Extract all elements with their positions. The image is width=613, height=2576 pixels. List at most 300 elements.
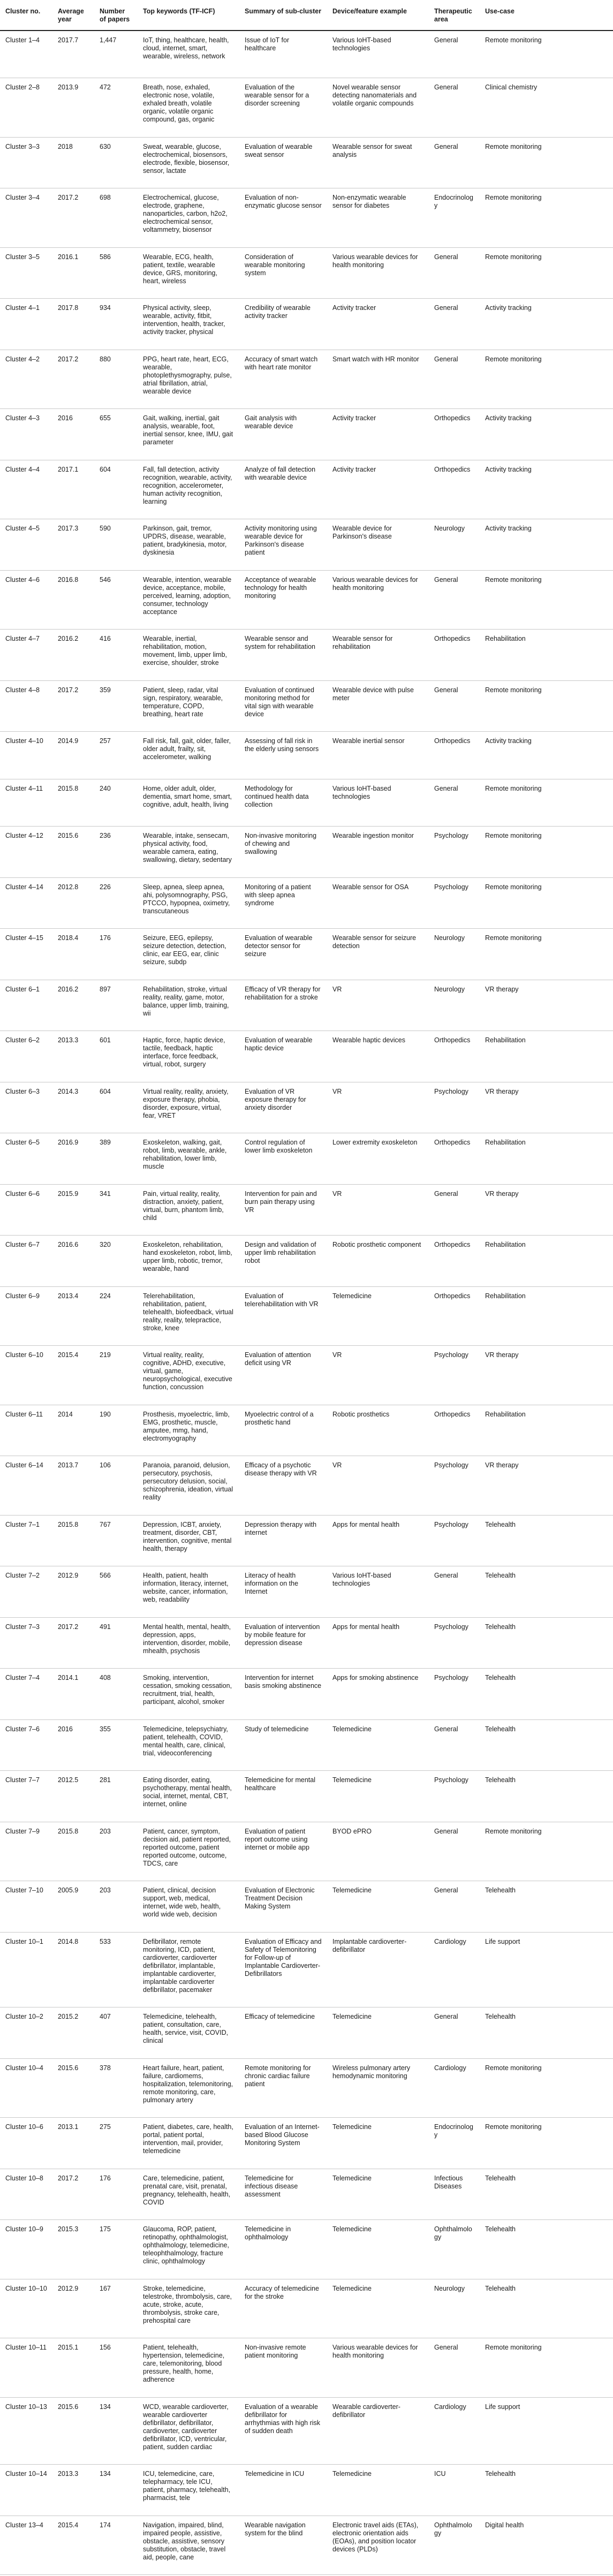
device-example-cell: Telemedicine (327, 2007, 429, 2059)
cluster-no-cell: Cluster 6–5 (0, 1133, 52, 1185)
average-year-cell: 2016 (52, 1719, 94, 1771)
table-row (0, 1669, 613, 1720)
summary-cell: Methodology for continued health data collection (239, 779, 327, 827)
average-year-cell: 2014.8 (52, 1932, 94, 2007)
number-of-papers-cell: 236 (94, 827, 138, 878)
cluster-no-cell: Cluster 4–1 (0, 299, 52, 350)
therapeutic-area-cell: Cardiology (429, 2058, 480, 2118)
summary-cell: Telemedicine for mental healthcare (239, 1771, 327, 1822)
use-case-cell: Telehealth (480, 2279, 613, 2338)
header-number-of-papers: Number of papers (94, 0, 138, 31)
number-of-papers-cell: 240 (94, 779, 138, 827)
device-example-cell: Telemedicine (327, 2118, 429, 2169)
therapeutic-area-cell: Orthopedics (429, 1405, 480, 1456)
therapeutic-area-cell: Endocrinology (429, 2118, 480, 2169)
summary-cell: Consideration of wearable monitoring system (239, 247, 327, 299)
average-year-cell: 2015.6 (52, 827, 94, 878)
table-row (0, 2338, 613, 2398)
average-year-cell: 2013.9 (52, 78, 94, 138)
use-case-cell: Remote monitoring (480, 779, 613, 827)
cluster-no-cell: Cluster 3–5 (0, 247, 52, 299)
top-keywords-cell: Breath, nose, exhaled, electronic nose, volatile, exhaled breath, volatile organic, volatile organic compound, gas, organic (138, 78, 239, 138)
average-year-cell: 2015.6 (52, 2397, 94, 2465)
use-case-cell: VR therapy (480, 980, 613, 1031)
header-row (0, 0, 613, 31)
therapeutic-area-cell: Orthopedics (429, 409, 480, 460)
device-example-cell: Wearable sensor for sweat analysis (327, 137, 429, 188)
summary-cell: Credibility of wearable activity tracker (239, 299, 327, 350)
table-row (0, 1184, 613, 1236)
device-example-cell: Wearable device with pulse meter (327, 680, 429, 732)
number-of-papers-cell: 566 (94, 1566, 138, 1618)
cluster-no-cell: Cluster 13–4 (0, 2516, 52, 2575)
number-of-papers-cell: 134 (94, 2397, 138, 2465)
therapeutic-area-cell: Orthopedics (429, 630, 480, 681)
number-of-papers-cell: 167 (94, 2279, 138, 2338)
therapeutic-area-cell: Orthopedics (429, 1031, 480, 1082)
average-year-cell: 2018.4 (52, 929, 94, 980)
cluster-no-cell: Cluster 10–2 (0, 2007, 52, 2059)
top-keywords-cell: Exoskeleton, walking, gait, robot, limb, wearable, ankle, rehabilitation, lower limb, muscle (138, 1133, 239, 1185)
summary-cell: Telemedicine for infectious disease assessment (239, 2169, 327, 2220)
average-year-cell: 2015.1 (52, 2338, 94, 2398)
number-of-papers-cell: 698 (94, 188, 138, 248)
cluster-no-cell: Cluster 10–8 (0, 2169, 52, 2220)
number-of-papers-cell: 257 (94, 732, 138, 779)
therapeutic-area-cell: General (429, 1566, 480, 1618)
average-year-cell: 2016.2 (52, 980, 94, 1031)
cluster-no-cell: Cluster 4–3 (0, 409, 52, 460)
table-body (0, 31, 613, 2575)
summary-cell: Study of telemedicine (239, 1719, 327, 1771)
use-case-cell: Remote monitoring (480, 137, 613, 188)
average-year-cell: 2014.1 (52, 1669, 94, 1720)
average-year-cell: 2016.2 (52, 630, 94, 681)
number-of-papers-cell: 604 (94, 1082, 138, 1133)
average-year-cell: 2014 (52, 1405, 94, 1456)
number-of-papers-cell: 416 (94, 630, 138, 681)
table-row (0, 1456, 613, 1516)
therapeutic-area-cell: Orthopedics (429, 460, 480, 519)
therapeutic-area-cell: General (429, 570, 480, 630)
cluster-no-cell: Cluster 6–2 (0, 1031, 52, 1082)
top-keywords-cell: Electrochemical, glucose, electrode, graphene, nanoparticles, carbon, h2o2, electrochemical sensor, voltammetry, biosensor (138, 188, 239, 248)
use-case-cell: Telehealth (480, 2007, 613, 2059)
number-of-papers-cell: 408 (94, 1669, 138, 1720)
summary-cell: Wearable navigation system for the blind (239, 2516, 327, 2575)
device-example-cell: Robotic prosthetics (327, 1405, 429, 1456)
table-row (0, 299, 613, 350)
table-row (0, 1719, 613, 1771)
device-example-cell: Wearable sensor for rehabilitation (327, 630, 429, 681)
number-of-papers-cell: 1,447 (94, 31, 138, 78)
use-case-cell: Life support (480, 2397, 613, 2465)
therapeutic-area-cell: Psychology (429, 1771, 480, 1822)
device-example-cell: Wearable sensor for OSA (327, 877, 429, 929)
summary-cell: Depression therapy with internet (239, 1515, 327, 1566)
top-keywords-cell: Smoking, intervention, cessation, smoking cessation, recruitment, trial, health, participant, alcohol, smoker (138, 1669, 239, 1720)
device-example-cell: VR (327, 1184, 429, 1236)
average-year-cell: 2013.7 (52, 1456, 94, 1516)
device-example-cell: Various IoHT-based technologies (327, 1566, 429, 1618)
use-case-cell: Remote monitoring (480, 2058, 613, 2118)
cluster-no-cell: Cluster 4–4 (0, 460, 52, 519)
use-case-cell: Remote monitoring (480, 31, 613, 78)
cluster-no-cell: Cluster 6–7 (0, 1236, 52, 1287)
cluster-no-cell: Cluster 6–3 (0, 1082, 52, 1133)
top-keywords-cell: Gait, walking, inertial, gait analysis, wearable, foot, inertial sensor, knee, IMU, gait parameter (138, 409, 239, 460)
number-of-papers-cell: 281 (94, 1771, 138, 1822)
therapeutic-area-cell: General (429, 299, 480, 350)
therapeutic-area-cell: General (429, 247, 480, 299)
top-keywords-cell: Care, telemedicine, patient, prenatal care, visit, prenatal, pregnancy, telehealth, health, COVID (138, 2169, 239, 2220)
use-case-cell: VR therapy (480, 1346, 613, 1405)
cluster-no-cell: Cluster 1–4 (0, 31, 52, 78)
number-of-papers-cell: 586 (94, 247, 138, 299)
average-year-cell: 2014.3 (52, 1082, 94, 1133)
top-keywords-cell: Pain, virtual reality, reality, distraction, anxiety, patient, virtual, burn, phantom limb, child (138, 1184, 239, 1236)
table-row (0, 1881, 613, 1933)
cluster-no-cell: Cluster 4–10 (0, 732, 52, 779)
average-year-cell: 2018 (52, 137, 94, 188)
table-row (0, 31, 613, 78)
top-keywords-cell: IoT, thing, healthcare, health, cloud, internet, smart, wearable, wireless, network (138, 31, 239, 78)
therapeutic-area-cell: General (429, 1881, 480, 1933)
use-case-cell: Remote monitoring (480, 680, 613, 732)
top-keywords-cell: Haptic, force, haptic device, tactile, feedback, haptic interface, force feedback, virtual, robot, surgery (138, 1031, 239, 1082)
average-year-cell: 2017.2 (52, 188, 94, 248)
header-summary: Summary of sub-cluster (239, 0, 327, 31)
table-row (0, 2465, 613, 2516)
use-case-cell: Telehealth (480, 1771, 613, 1822)
cluster-no-cell: Cluster 7–10 (0, 1881, 52, 1933)
therapeutic-area-cell: General (429, 779, 480, 827)
device-example-cell: Novel wearable sensor detecting nanomaterials and volatile organic compounds (327, 78, 429, 138)
cluster-no-cell: Cluster 7–6 (0, 1719, 52, 1771)
number-of-papers-cell: 934 (94, 299, 138, 350)
top-keywords-cell: PPG, heart rate, heart, ECG, wearable, photoplethysmography, pulse, atrial fibrillation, atrial, wearable device (138, 350, 239, 409)
summary-cell: Evaluation of attention deficit using VR (239, 1346, 327, 1405)
cluster-no-cell: Cluster 10–1 (0, 1932, 52, 2007)
number-of-papers-cell: 601 (94, 1031, 138, 1082)
header-device-example: Device/feature example (327, 0, 429, 31)
summary-cell: Evaluation of Efficacy and Safety of Telemonitoring for Follow-up of Implantable Cardioverter-Defibrillators (239, 1932, 327, 2007)
average-year-cell: 2016.6 (52, 1236, 94, 1287)
cluster-no-cell: Cluster 10–13 (0, 2397, 52, 2465)
top-keywords-cell: WCD, wearable cardioverter, wearable cardioverter defibrillator, defibrillator, cardioverter, cardioverter defibrillator, ICD, ventricular, patient, sudden cardiac (138, 2397, 239, 2465)
device-example-cell: Non-enzymatic wearable sensor for diabetes (327, 188, 429, 248)
summary-cell: Non-invasive monitoring of chewing and swallowing (239, 827, 327, 878)
device-example-cell: VR (327, 1346, 429, 1405)
table-row (0, 1566, 613, 1618)
summary-cell: Literacy of health information on the Internet (239, 1566, 327, 1618)
table-row (0, 2279, 613, 2338)
average-year-cell: 2012.9 (52, 1566, 94, 1618)
use-case-cell: Clinical chemistry (480, 78, 613, 138)
average-year-cell: 2017.7 (52, 31, 94, 78)
average-year-cell: 2013.3 (52, 1031, 94, 1082)
average-year-cell: 2016.8 (52, 570, 94, 630)
top-keywords-cell: Stroke, telemedicine, telestroke, thrombolysis, care, acute, stroke, acute, thrombolysis, stroke care, prehospital care (138, 2279, 239, 2338)
table-row (0, 1286, 613, 1346)
top-keywords-cell: Telerehabilitation, rehabilitation, patient, telehealth, biofeedback, virtual reality, reality, telepractice, stroke, knee (138, 1286, 239, 1346)
use-case-cell: Remote monitoring (480, 350, 613, 409)
use-case-cell: Remote monitoring (480, 877, 613, 929)
table-row (0, 2058, 613, 2118)
summary-cell: Evaluation of VR exposure therapy for anxiety disorder (239, 1082, 327, 1133)
table-row (0, 1405, 613, 1456)
use-case-cell: Remote monitoring (480, 1822, 613, 1881)
summary-cell: Monitoring of a patient with sleep apnea syndrome (239, 877, 327, 929)
device-example-cell: Wearable ingestion monitor (327, 827, 429, 878)
top-keywords-cell: Sleep, apnea, sleep apnea, ahi, polysomnography, PSG, PTCCO, hypopnea, oximetry, transcutaneous (138, 877, 239, 929)
therapeutic-area-cell: Neurology (429, 519, 480, 571)
therapeutic-area-cell: Neurology (429, 980, 480, 1031)
number-of-papers-cell: 604 (94, 460, 138, 519)
table-row (0, 137, 613, 188)
number-of-papers-cell: 174 (94, 2516, 138, 2575)
device-example-cell: VR (327, 1082, 429, 1133)
device-example-cell: Smart watch with HR monitor (327, 350, 429, 409)
top-keywords-cell: Wearable, intention, wearable device, acceptance, mobile, perceived, learning, adoption, consumer, technology acceptance (138, 570, 239, 630)
therapeutic-area-cell: Endocrinology (429, 188, 480, 248)
top-keywords-cell: Virtual reality, reality, cognitive, ADHD, executive, virtual, game, neuropsychological, executive function, concussion (138, 1346, 239, 1405)
number-of-papers-cell: 176 (94, 929, 138, 980)
use-case-cell: Activity tracking (480, 409, 613, 460)
number-of-papers-cell: 407 (94, 2007, 138, 2059)
summary-cell: Design and validation of upper limb rehabilitation robot (239, 1236, 327, 1287)
top-keywords-cell: Patient, diabetes, care, health, portal, patient portal, intervention, mail, provider, telemedicine (138, 2118, 239, 2169)
therapeutic-area-cell: General (429, 1719, 480, 1771)
average-year-cell: 2017.3 (52, 519, 94, 571)
summary-cell: Acceptance of wearable technology for health monitoring (239, 570, 327, 630)
average-year-cell: 2015.4 (52, 1346, 94, 1405)
summary-cell: Efficacy of a psychotic disease therapy with VR (239, 1456, 327, 1516)
device-example-cell: Apps for mental health (327, 1515, 429, 1566)
summary-cell: Intervention for pain and burn pain therapy using VR (239, 1184, 327, 1236)
average-year-cell: 2015.6 (52, 2058, 94, 2118)
header-therapeutic-area: Therapeutic area (429, 0, 480, 31)
therapeutic-area-cell: Psychology (429, 1669, 480, 1720)
therapeutic-area-cell: Orthopedics (429, 1286, 480, 1346)
use-case-cell: Telehealth (480, 1515, 613, 1566)
summary-cell: Analyze of fall detection with wearable device (239, 460, 327, 519)
use-case-cell: Rehabilitation (480, 1031, 613, 1082)
average-year-cell: 2017.1 (52, 460, 94, 519)
top-keywords-cell: Rehabilitation, stroke, virtual reality, reality, game, motor, balance, upper limb, training, wii (138, 980, 239, 1031)
use-case-cell: Activity tracking (480, 732, 613, 779)
average-year-cell: 2014.9 (52, 732, 94, 779)
therapeutic-area-cell: Ophthalmology (429, 2220, 480, 2279)
table-row (0, 2169, 613, 2220)
device-example-cell: Telemedicine (327, 2279, 429, 2338)
table-row (0, 1133, 613, 1185)
therapeutic-area-cell: Psychology (429, 1082, 480, 1133)
device-example-cell: Activity tracker (327, 460, 429, 519)
average-year-cell: 2016 (52, 409, 94, 460)
top-keywords-cell: Heart failure, heart, patient, failure, cardiomems, hospitalization, telemonitoring, remote monitoring, care, pulmonary artery (138, 2058, 239, 2118)
device-example-cell: Robotic prosthetic component (327, 1236, 429, 1287)
device-example-cell: Wearable inertial sensor (327, 732, 429, 779)
average-year-cell: 2005.9 (52, 1881, 94, 1933)
table-row (0, 2397, 613, 2465)
device-example-cell: Telemedicine (327, 2169, 429, 2220)
number-of-papers-cell: 767 (94, 1515, 138, 1566)
number-of-papers-cell: 359 (94, 680, 138, 732)
device-example-cell: Wearable cardioverter-defibrillator (327, 2397, 429, 2465)
device-example-cell: VR (327, 1456, 429, 1516)
cluster-no-cell: Cluster 7–4 (0, 1669, 52, 1720)
device-example-cell: Various wearable devices for health monitoring (327, 570, 429, 630)
cluster-no-cell: Cluster 3–4 (0, 188, 52, 248)
header-average-year: Average year (52, 0, 94, 31)
cluster-no-cell: Cluster 6–10 (0, 1346, 52, 1405)
table-row (0, 247, 613, 299)
device-example-cell: Implantable cardioverter-defibrillator (327, 1932, 429, 2007)
use-case-cell: Remote monitoring (480, 2338, 613, 2398)
cluster-no-cell: Cluster 6–11 (0, 1405, 52, 1456)
therapeutic-area-cell: General (429, 2338, 480, 2398)
number-of-papers-cell: 472 (94, 78, 138, 138)
top-keywords-cell: Telemedicine, telehealth, patient, consultation, care, health, service, visit, COVID, clinical (138, 2007, 239, 2059)
table-row (0, 188, 613, 248)
therapeutic-area-cell: Psychology (429, 827, 480, 878)
device-example-cell: Various wearable devices for health monitoring (327, 247, 429, 299)
table-row (0, 1515, 613, 1566)
device-example-cell: Wearable device for Parkinson's disease (327, 519, 429, 571)
average-year-cell: 2016.9 (52, 1133, 94, 1185)
device-example-cell: Wireless pulmonary artery hemodynamic monitoring (327, 2058, 429, 2118)
number-of-papers-cell: 176 (94, 2169, 138, 2220)
top-keywords-cell: ICU, telemedicine, care, telepharmacy, tele ICU, patient, pharmacy, telehealth, pharmacist, tele (138, 2465, 239, 2516)
device-example-cell: Apps for mental health (327, 1617, 429, 1669)
device-example-cell: BYOD ePRO (327, 1822, 429, 1881)
table-row (0, 732, 613, 779)
summary-cell: Intervention for internet basis smoking abstinence (239, 1669, 327, 1720)
use-case-cell: Rehabilitation (480, 1286, 613, 1346)
top-keywords-cell: Physical activity, sleep, wearable, activity, fitbit, intervention, health, tracker, activity tracker, physical (138, 299, 239, 350)
average-year-cell: 2015.8 (52, 1515, 94, 1566)
use-case-cell: Activity tracking (480, 460, 613, 519)
use-case-cell: Remote monitoring (480, 2118, 613, 2169)
use-case-cell: Remote monitoring (480, 570, 613, 630)
header-cluster-no: Cluster no. (0, 0, 52, 31)
device-example-cell: Telemedicine (327, 2465, 429, 2516)
device-example-cell: Telemedicine (327, 1286, 429, 1346)
table-row (0, 680, 613, 732)
summary-cell: Efficacy of VR therapy for rehabilitation for a stroke (239, 980, 327, 1031)
device-example-cell: Telemedicine (327, 2220, 429, 2279)
average-year-cell: 2015.2 (52, 2007, 94, 2059)
therapeutic-area-cell: Infectious Diseases (429, 2169, 480, 2220)
average-year-cell: 2015.4 (52, 2516, 94, 2575)
average-year-cell: 2013.3 (52, 2465, 94, 2516)
top-keywords-cell: Eating disorder, eating, psychotherapy, mental health, social, internet, mental, CBT, internet, online (138, 1771, 239, 1822)
average-year-cell: 2015.8 (52, 1822, 94, 1881)
cluster-no-cell: Cluster 4–8 (0, 680, 52, 732)
number-of-papers-cell: 341 (94, 1184, 138, 1236)
summary-cell: Evaluation of an Internet-based Blood Glucose Monitoring System (239, 2118, 327, 2169)
therapeutic-area-cell: Psychology (429, 1515, 480, 1566)
summary-cell: Evaluation of Electronic Treatment Decision Making System (239, 1881, 327, 1933)
cluster-no-cell: Cluster 7–9 (0, 1822, 52, 1881)
device-example-cell: Various IoHT-based technologies (327, 779, 429, 827)
use-case-cell: Remote monitoring (480, 247, 613, 299)
top-keywords-cell: Health, patient, health information, literacy, internet, website, cancer, information, web, readability (138, 1566, 239, 1618)
average-year-cell: 2017.2 (52, 680, 94, 732)
table-row (0, 1346, 613, 1405)
table-header (0, 0, 613, 31)
number-of-papers-cell: 156 (94, 2338, 138, 2398)
therapeutic-area-cell: General (429, 350, 480, 409)
number-of-papers-cell: 219 (94, 1346, 138, 1405)
cluster-no-cell: Cluster 6–14 (0, 1456, 52, 1516)
cluster-no-cell: Cluster 10–9 (0, 2220, 52, 2279)
cluster-no-cell: Cluster 4–14 (0, 877, 52, 929)
table-row (0, 1031, 613, 1082)
table-row (0, 460, 613, 519)
therapeutic-area-cell: General (429, 78, 480, 138)
table-row (0, 1082, 613, 1133)
cluster-no-cell: Cluster 7–7 (0, 1771, 52, 1822)
average-year-cell: 2013.1 (52, 2118, 94, 2169)
number-of-papers-cell: 134 (94, 2465, 138, 2516)
cluster-no-cell: Cluster 4–6 (0, 570, 52, 630)
use-case-cell: Digital health (480, 2516, 613, 2575)
summary-cell: Issue of IoT for healthcare (239, 31, 327, 78)
therapeutic-area-cell: ICU (429, 2465, 480, 2516)
number-of-papers-cell: 655 (94, 409, 138, 460)
cluster-no-cell: Cluster 4–5 (0, 519, 52, 571)
top-keywords-cell: Sweat, wearable, glucose, electrochemical, biosensors, electrode, flexible, biosensor, sensor, lactate (138, 137, 239, 188)
summary-cell: Evaluation of a wearable defibrillator for arrhythmias with high risk of sudden death (239, 2397, 327, 2465)
top-keywords-cell: Fall, fall detection, activity recognition, wearable, activity, recognition, accelerometer, human activity recognition, learning (138, 460, 239, 519)
summary-cell: Evaluation of wearable haptic device (239, 1031, 327, 1082)
cluster-no-cell: Cluster 4–7 (0, 630, 52, 681)
cluster-no-cell: Cluster 6–6 (0, 1184, 52, 1236)
summary-cell: Evaluation of intervention by mobile feature for depression disease (239, 1617, 327, 1669)
device-example-cell: Wearable haptic devices (327, 1031, 429, 1082)
summary-cell: Evaluation of telerehabilitation with VR (239, 1286, 327, 1346)
device-example-cell: Electronic travel aids (ETAs), electronic orientation aids (EOAs), and position locator devices (PLDs) (327, 2516, 429, 2575)
use-case-cell: Telehealth (480, 2220, 613, 2279)
average-year-cell: 2017.2 (52, 1617, 94, 1669)
number-of-papers-cell: 203 (94, 1881, 138, 1933)
top-keywords-cell: Virtual reality, reality, anxiety, exposure therapy, phobia, disorder, exposure, virtual, fear, VRET (138, 1082, 239, 1133)
table-row (0, 2516, 613, 2575)
top-keywords-cell: Seizure, EEG, epilepsy, seizure detection, detection, clinic, ear EEG, ear, clinic seizure, subdp (138, 929, 239, 980)
use-case-cell: Remote monitoring (480, 827, 613, 878)
cluster-no-cell: Cluster 4–2 (0, 350, 52, 409)
summary-cell: Evaluation of non-enzymatic glucose sensor (239, 188, 327, 248)
summary-cell: Activity monitoring using wearable device for Parkinson's disease patient (239, 519, 327, 571)
therapeutic-area-cell: Neurology (429, 2279, 480, 2338)
table-row (0, 1771, 613, 1822)
number-of-papers-cell: 106 (94, 1456, 138, 1516)
top-keywords-cell: Wearable, inertial, rehabilitation, motion, movement, limb, upper limb, exercise, shoulder, stroke (138, 630, 239, 681)
top-keywords-cell: Home, older adult, older, dementia, smart home, smart, cognitive, adult, health, living (138, 779, 239, 827)
top-keywords-cell: Fall risk, fall, gait, older, faller, older adult, frailty, sit, accelerometer, walking (138, 732, 239, 779)
use-case-cell: VR therapy (480, 1184, 613, 1236)
therapeutic-area-cell: General (429, 31, 480, 78)
header-top-keywords: Top keywords (TF-ICF) (138, 0, 239, 31)
therapeutic-area-cell: Psychology (429, 1346, 480, 1405)
summary-cell: Evaluation of wearable sweat sensor (239, 137, 327, 188)
use-case-cell: Telehealth (480, 1566, 613, 1618)
use-case-cell: Rehabilitation (480, 1236, 613, 1287)
summary-cell: Accuracy of smart watch with heart rate monitor (239, 350, 327, 409)
device-example-cell: Various wearable devices for health monitoring (327, 2338, 429, 2398)
